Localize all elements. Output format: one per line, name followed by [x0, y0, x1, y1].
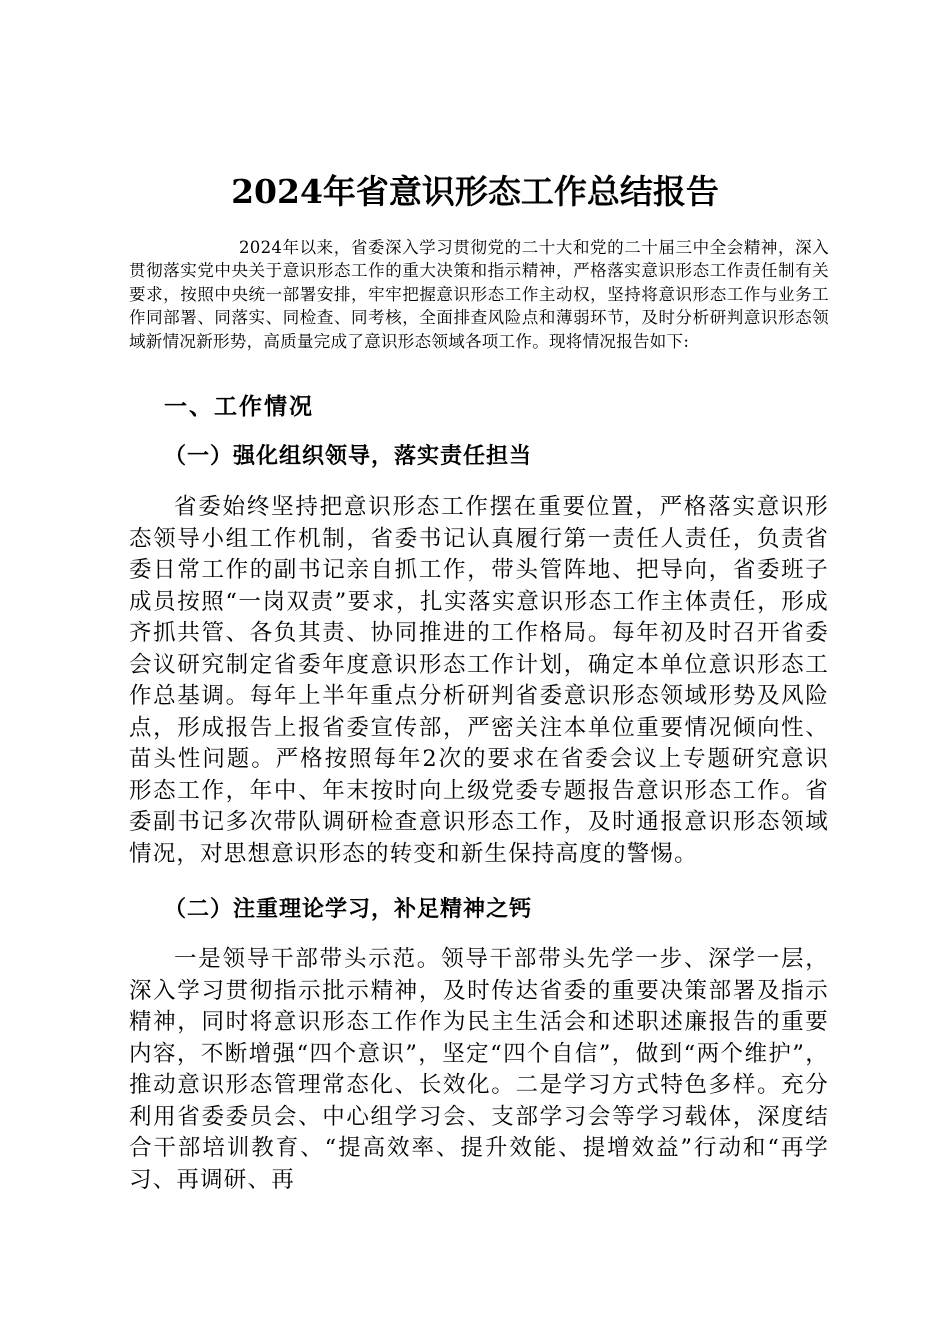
subsection-body-theory-study: 一是领导干部带头示范。领导干部带头先学一步、深学一层，深入学习贯彻指示批示精神，及时传达省委的重要决策部署及指示精神，同时将意识形态工作作为民主生活会和述职述廉报告的重要内容，不断增强“四个意识”，坚定“四个自信”，做到“两个维护”，推动意识形态管理常态化、长效化。二是学习方式特色多样。充分利用省委委员会、中心组学习会、支部学习会等学习载体，深度结合干部培训教育、“提高效率、提升效能、提增效益”行动和“再学习、再调研、再 — [129, 946, 829, 1193]
subsection-heading-organization: （一）强化组织领导，落实责任担当 — [164, 444, 533, 469]
document-title: 2024年省意识形态工作总结报告 — [231, 172, 719, 211]
section-heading-work-status: 一、工作情况 — [164, 394, 314, 420]
subsection-heading-theory-study: （二）注重理论学习，补足精神之钙 — [164, 897, 533, 922]
intro-paragraph: 2024年以来，省委深入学习贯彻党的二十大和党的二十届三中全会精神，深入贯彻落实党中央关于意识形态工作的重大决策和指示精神，严格落实意识形态工作责任制有关要求，按照中央统一部署安排，牢牢把握意识形态工作主动权，坚持将意识形态工作与业务工作同部署、同落实、同检查、同考核，全面排查风险点和薄弱环节，及时分析研判意识形态领域新情况新形势，高质量完成了意识形态领域各项工作。现将情况报告如下: — [129, 238, 829, 351]
subsection-body-organization: 省委始终坚持把意识形态工作摆在重要位置，严格落实意识形态领导小组工作机制，省委书记认真履行第一责任人责任，负责省委日常工作的副书记亲自抓工作，带头管阵地、把导向，省委班子成员按照“一岗双责”要求，扎实落实意识形态工作主体责任，形成齐抓共管、各负其责、协同推进的工作格局。每年初及时召开省委会议研究制定省委年度意识形态工作计划，确定本单位意识形态工作总基调。每年上半年重点分析研判省委意识形态领域形势及风险点，形成报告上报省委宣传部，严密关注本单位重要情况倾向性、苗头性问题。严格按照每年2次的要求在省委会议上专题研究意识形态工作，年中、年末按时向上级党委专题报告意识形态工作。省委副书记多次带队调研检查意识形态工作，及时通报意识形态领域情况，对思想意识形态的转变和新生保持高度的警惕。 — [129, 494, 829, 867]
